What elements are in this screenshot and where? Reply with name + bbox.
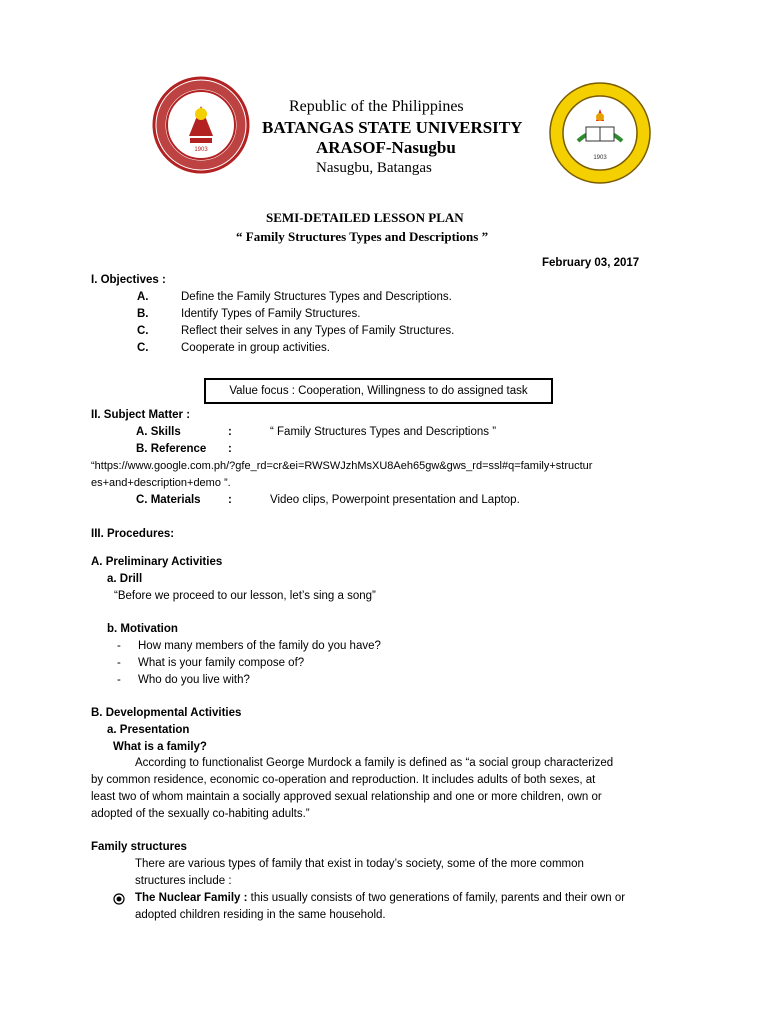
nuclear-family-text: this usually consists of two generations of family, parents and their own or xyxy=(247,892,626,904)
definition-line: According to functionalist George Murdock a family is defined as “a social group characterized xyxy=(135,757,614,769)
motivation-question: Who do you live with? xyxy=(138,674,250,686)
value-focus-box xyxy=(204,378,553,404)
developmental-heading: B. Developmental Activities xyxy=(91,707,242,719)
skills-label: A. Skills xyxy=(136,426,181,438)
motivation-label: b. Motivation xyxy=(107,623,178,635)
college-of-teacher-education-seal xyxy=(548,81,652,185)
objective-text: Define the Family Structures Types and Descriptions. xyxy=(181,291,452,303)
nuclear-family-line2: adopted children residing in the same household. xyxy=(135,909,386,921)
objective-letter: C. xyxy=(137,325,149,337)
materials-label: C. Materials xyxy=(136,494,201,506)
materials-value: Video clips, Powerpoint presentation and Laptop. xyxy=(270,494,520,506)
campus-name: ARASOF-Nasugbu xyxy=(316,138,456,157)
objective-letter: C. xyxy=(137,342,149,354)
batangas-state-university-seal xyxy=(152,76,250,174)
objective-letter: B. xyxy=(137,308,149,320)
bullet-dash: - xyxy=(117,640,121,652)
definition-line: least two of whom maintain a socially approved sexual relationship and one or more children, own or xyxy=(91,791,602,803)
motivation-question: What is your family compose of? xyxy=(138,657,305,669)
family-structures-heading: Family structures xyxy=(91,841,187,853)
drill-text: “Before we proceed to our lesson, let’s sing a song” xyxy=(114,590,376,602)
materials-colon: : xyxy=(228,494,232,506)
objective-text: Cooperate in group activities. xyxy=(181,342,330,354)
definition-line: by common residence, economic co-operation and reproduction. It includes adults of both sexes, at xyxy=(91,774,596,786)
svg-text:1903: 1903 xyxy=(593,155,607,161)
definition-line: adopted of the sexually co-habiting adults.” xyxy=(91,808,310,820)
subject-matter-heading: II. Subject Matter : xyxy=(91,409,191,421)
svg-text:1903: 1903 xyxy=(194,147,208,153)
preliminary-heading: A. Preliminary Activities xyxy=(91,556,223,568)
bullet-dash: - xyxy=(117,657,121,669)
lesson-plan-title: SEMI-DETAILED LESSON PLAN xyxy=(266,210,464,225)
reference-url-line2: es+and+description+demo ”. xyxy=(91,477,231,489)
family-question: What is a family? xyxy=(113,741,207,753)
presentation-label: a. Presentation xyxy=(107,724,190,736)
drill-label: a. Drill xyxy=(107,573,143,585)
value-focus-text: Value focus : Cooperation, Willingness to do assigned task xyxy=(229,385,528,397)
nuclear-family-label: The Nuclear Family : xyxy=(135,892,248,904)
country-name: Republic of the Philippines xyxy=(289,98,464,115)
intro-line: There are various types of family that exist in today’s society, some of the more common xyxy=(135,858,584,870)
objective-letter: A. xyxy=(137,291,149,303)
skills-value: “ Family Structures Types and Descriptions ” xyxy=(270,426,497,438)
objective-text: Identify Types of Family Structures. xyxy=(181,308,361,320)
lesson-date: February 03, 2017 xyxy=(542,257,640,269)
reference-label: B. Reference xyxy=(136,443,207,455)
lesson-plan-subtitle: “ Family Structures Types and Descriptions ” xyxy=(236,229,489,244)
reference-url-line1: “https://www.google.com.ph/?gfe_rd=cr&ei=RWSWJzhMsXU8Aeh65gw&gws_rd=ssl#q=family+structur xyxy=(91,460,593,472)
objective-text: Reflect their selves in any Types of Family Structures. xyxy=(181,325,455,337)
radio-bullet-icon xyxy=(113,893,125,908)
objectives-heading: I. Objectives : xyxy=(91,274,166,286)
intro-line: structures include : xyxy=(135,875,232,887)
location: Nasugbu, Batangas xyxy=(316,160,432,176)
motivation-question: How many members of the family do you have? xyxy=(138,640,381,652)
university-name: BATANGAS STATE UNIVERSITY xyxy=(262,118,523,137)
reference-colon: : xyxy=(228,443,232,455)
bullet-dash: - xyxy=(117,674,121,686)
procedures-heading: III. Procedures: xyxy=(91,528,175,540)
skills-colon: : xyxy=(228,426,232,438)
nuclear-family-line xyxy=(135,892,625,904)
